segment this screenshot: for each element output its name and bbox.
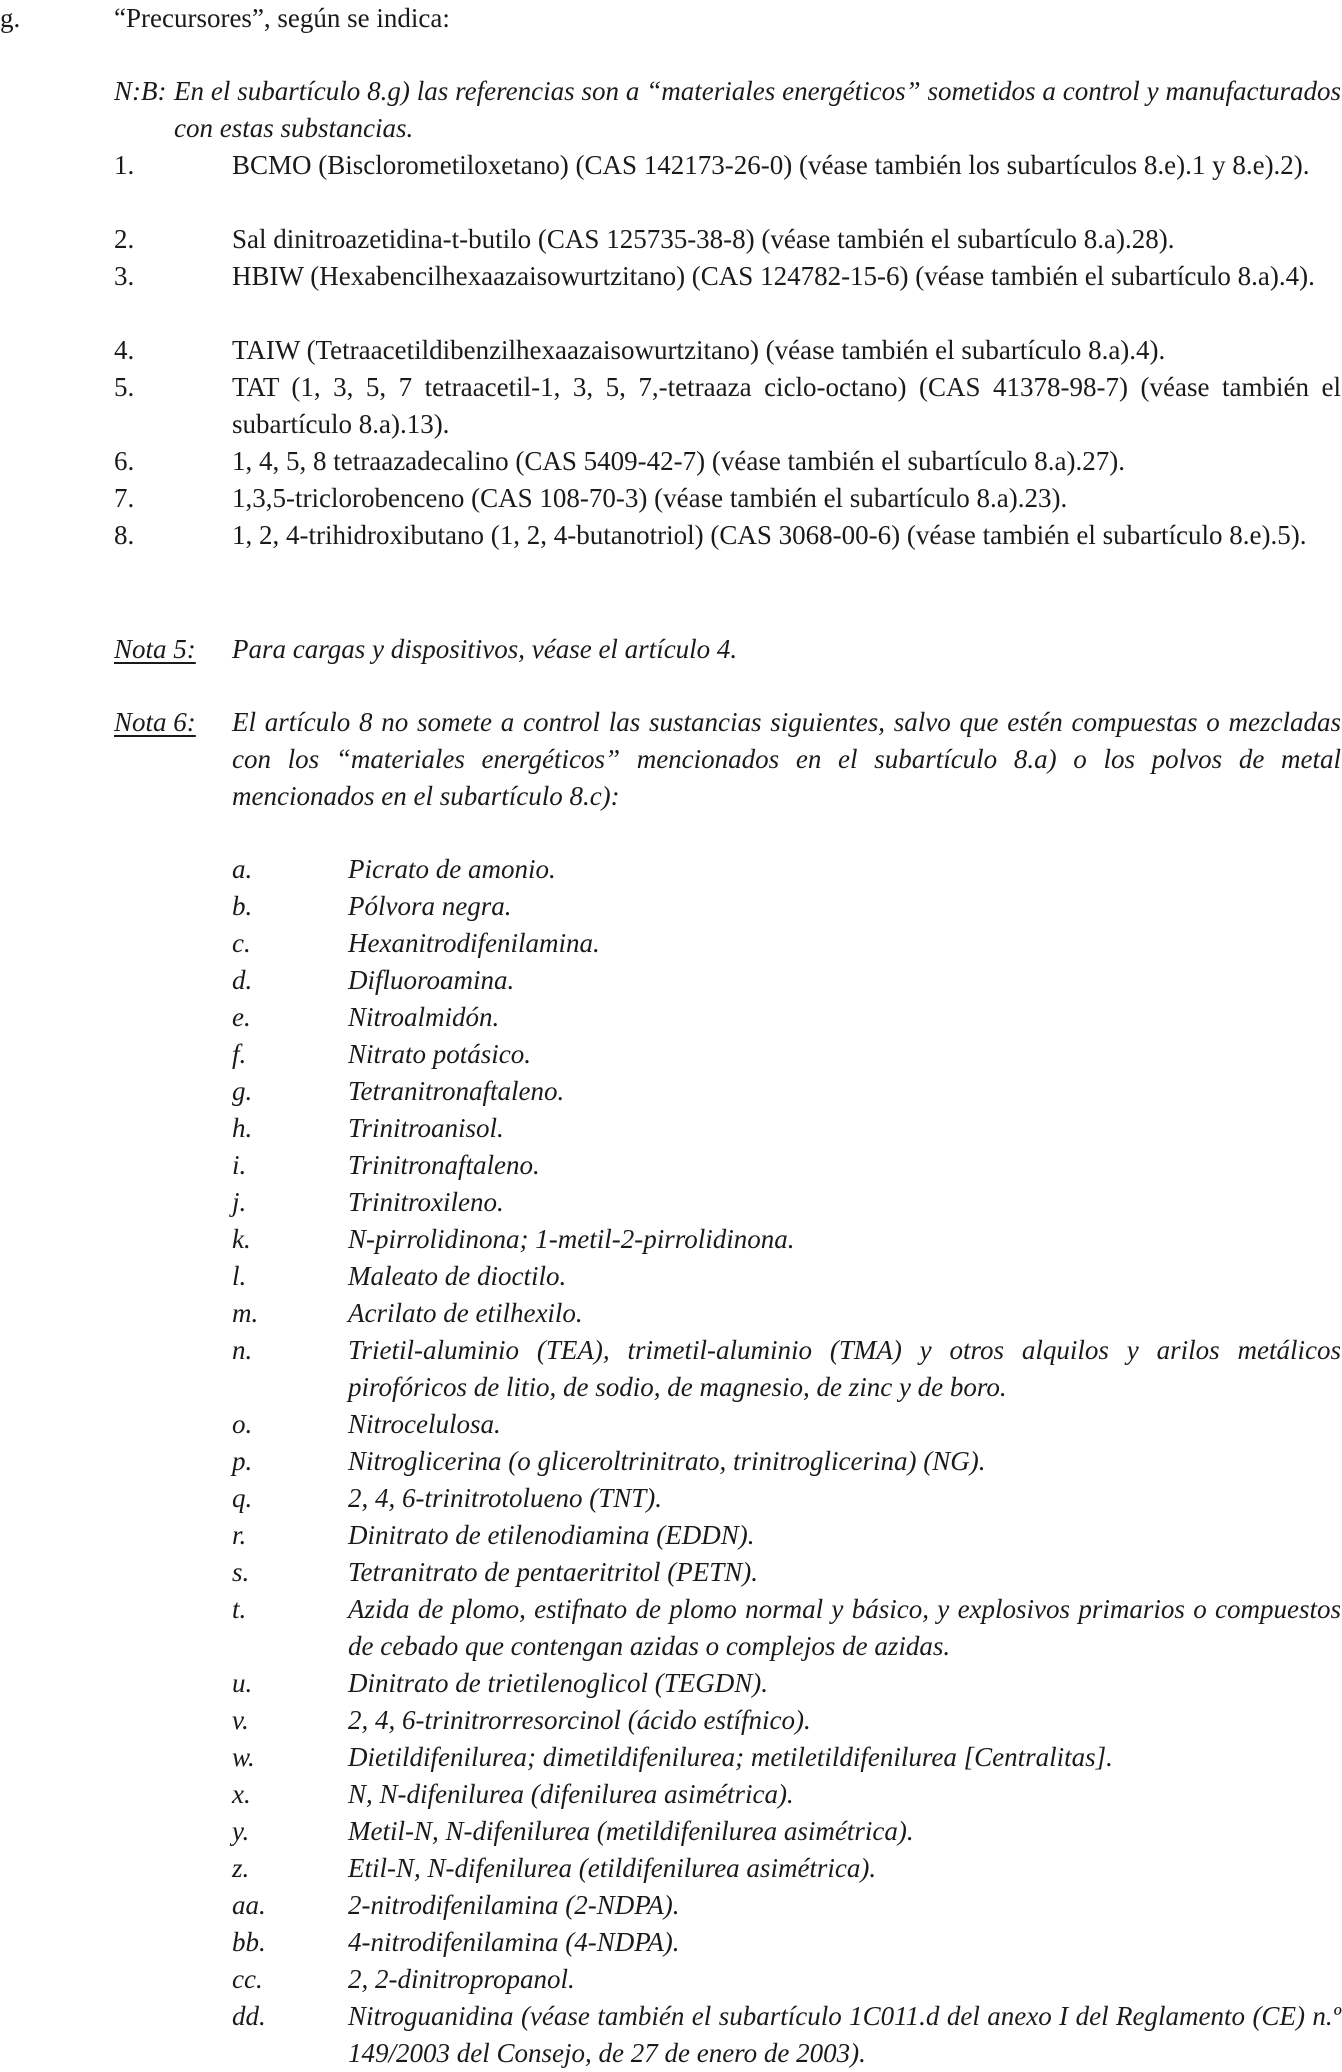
exclusion-letter: o. <box>232 1409 253 1439</box>
exclusion-text: Tetranitronaftaleno. <box>348 1076 565 1106</box>
exclusion-letter: bb. <box>232 1927 266 1957</box>
precursor-item <box>0 221 1342 258</box>
precursor-text: TAT (1, 3, 5, 7 tetraacetil-1, 3, 5, 7,-tetraaza ciclo-octano) (CAS 41378-98-7) (véase también el subartículo 8.a).13). <box>232 372 1341 439</box>
exclusion-text: Pólvora negra. <box>348 891 512 921</box>
exclusion-text: Maleato de dioctilo. <box>348 1261 567 1291</box>
exclusion-text: 2, 2-dinitropropanol. <box>348 1964 575 1994</box>
nota-5 <box>0 631 1342 668</box>
exclusion-letter: m. <box>232 1298 259 1328</box>
precursor-item <box>0 258 1342 332</box>
exclusion-item <box>0 1887 1342 1924</box>
nota-5-label: Nota 5: <box>114 634 196 664</box>
exclusion-item <box>0 1961 1342 1998</box>
nota-5-text: Para cargas y dispositivos, véase el artículo 4. <box>232 634 738 664</box>
section-heading <box>0 0 1342 37</box>
exclusion-text: Trinitroanisol. <box>348 1113 504 1143</box>
exclusion-letter: dd. <box>232 2001 266 2031</box>
exclusion-item <box>0 1036 1342 1073</box>
nb-label: N:B: <box>114 76 167 106</box>
precursor-number: 5. <box>114 372 135 402</box>
exclusion-item <box>0 999 1342 1036</box>
precursor-text: TAIW (Tetraacetildibenzilhexaazaisowurtzitano) (véase también el subartículo 8.a).4). <box>232 335 1166 365</box>
exclusion-text: 4-nitrodifenilamina (4-NDPA). <box>348 1927 680 1957</box>
exclusion-text: Azida de plomo, estifnato de plomo normal y básico, y explosivos primarios o compuestos de cebado que contengan azidas o complejos de azidas. <box>348 1594 1341 1661</box>
exclusion-item <box>0 1924 1342 1961</box>
exclusion-letter: x. <box>232 1779 251 1809</box>
exclusion-item <box>0 1591 1342 1665</box>
exclusion-letter: i. <box>232 1150 247 1180</box>
nb-note <box>0 73 1342 147</box>
exclusion-letter: g. <box>232 1076 253 1106</box>
exclusion-item <box>0 1702 1342 1739</box>
exclusion-letter: y. <box>232 1816 250 1846</box>
exclusion-text: Nitrato potásico. <box>348 1039 532 1069</box>
precursor-number: 3. <box>114 261 135 291</box>
exclusion-text: N-pirrolidinona; 1-metil-2-pirrolidinona. <box>348 1224 795 1254</box>
nota-6 <box>0 704 1342 815</box>
exclusion-item <box>0 1443 1342 1480</box>
exclusion-item <box>0 1147 1342 1184</box>
exclusion-item <box>0 888 1342 925</box>
exclusion-letter: f. <box>232 1039 247 1069</box>
exclusion-text: Trinitronaftaleno. <box>348 1150 540 1180</box>
exclusion-letter: c. <box>232 928 251 958</box>
exclusion-text: Dinitrato de etilenodiamina (EDDN). <box>348 1520 755 1550</box>
exclusion-text: Nitroglicerina (o gliceroltrinitrato, trinitroglicerina) (NG). <box>348 1446 986 1476</box>
exclusion-letter: q. <box>232 1483 253 1513</box>
precursor-item <box>0 517 1342 591</box>
exclusion-letter: j. <box>232 1187 247 1217</box>
exclusion-item <box>0 1221 1342 1258</box>
exclusion-item <box>0 1813 1342 1850</box>
exclusion-text: Nitrocelulosa. <box>348 1409 501 1439</box>
exclusion-letter: d. <box>232 965 253 995</box>
exclusion-item <box>0 1776 1342 1813</box>
exclusion-letter: t. <box>232 1594 247 1624</box>
exclusion-letter: aa. <box>232 1890 266 1920</box>
exclusion-item <box>0 1295 1342 1332</box>
exclusion-text: 2, 4, 6-trinitrotolueno (TNT). <box>348 1483 663 1513</box>
exclusion-text: Etil-N, N-difenilurea (etildifenilurea asimétrica). <box>348 1853 877 1883</box>
precursor-item <box>0 147 1342 221</box>
exclusion-text: Trinitroxileno. <box>348 1187 504 1217</box>
section-marker: g. <box>0 3 21 33</box>
exclusion-item <box>0 1517 1342 1554</box>
exclusion-letter: b. <box>232 891 253 921</box>
exclusion-letter: n. <box>232 1335 253 1365</box>
exclusion-text: Trietil-aluminio (TEA), trimetil-aluminio (TMA) y otros alquilos y arilos metálicos pirofóricos de litio, de sodio, de magnesio, de zinc y de boro. <box>348 1335 1341 1402</box>
exclusion-text: 2, 4, 6-trinitrorresorcinol (ácido estífnico). <box>348 1705 811 1735</box>
precursor-text: HBIW (Hexabencilhexaazaisowurtzitano) (CAS 124782-15-6) (véase también el subartículo 8.a).4). <box>232 261 1315 291</box>
exclusion-item <box>0 1406 1342 1443</box>
exclusion-text: Tetranitrato de pentaeritritol (PETN). <box>348 1557 759 1587</box>
exclusion-item <box>0 962 1342 999</box>
exclusion-item <box>0 1258 1342 1295</box>
precursor-number: 4. <box>114 335 135 365</box>
exclusion-text: Difluoroamina. <box>348 965 515 995</box>
precursor-number: 6. <box>114 446 135 476</box>
nb-text-content: En el subartículo 8.g) las referencias son a “materiales energéticos” sometidos a control y manufacturados con estas substancias. <box>174 76 1341 143</box>
precursor-number: 7. <box>114 483 135 513</box>
exclusion-letter: s. <box>232 1557 250 1587</box>
exclusion-text: Acrilato de etilhexilo. <box>348 1298 583 1328</box>
exclusion-letter: w. <box>232 1742 255 1772</box>
nota-6-text-content: El artículo 8 no somete a control las sustancias siguientes, salvo que estén compuestas o mezcladas con los “materiales energéticos” mencionados en el subartículo 8.a) o los polvos de metal mencionados en el subartículo 8.c): <box>232 707 1341 811</box>
exclusion-letter: a. <box>232 854 253 884</box>
exclusion-text: Nitroalmidón. <box>348 1002 500 1032</box>
exclusion-item <box>0 1480 1342 1517</box>
exclusion-letter: u. <box>232 1668 253 1698</box>
exclusion-letter: v. <box>232 1705 249 1735</box>
exclusion-letter: l. <box>232 1261 247 1291</box>
exclusion-item <box>0 1998 1342 2072</box>
exclusion-item <box>0 1850 1342 1887</box>
exclusion-letter: h. <box>232 1113 253 1143</box>
exclusion-letter: e. <box>232 1002 251 1032</box>
exclusion-letter: cc. <box>232 1964 263 1994</box>
precursor-text: 1, 4, 5, 8 tetraazadecalino (CAS 5409-42-7) (véase también el subartículo 8.a).27). <box>232 446 1125 476</box>
exclusion-item <box>0 1739 1342 1776</box>
exclusion-letter: r. <box>232 1520 247 1550</box>
precursor-text: BCMO (Bisclorometiloxetano) (CAS 142173-26-0) (véase también los subartículos 8.e).1 y 8.e).2). <box>232 150 1310 180</box>
exclusion-text: Dinitrato de trietilenoglicol (TEGDN). <box>348 1668 768 1698</box>
exclusion-item <box>0 925 1342 962</box>
exclusion-item <box>0 1332 1342 1406</box>
section-title: “Precursores”, según se indica: <box>114 3 450 33</box>
nota-6-text <box>232 704 1341 815</box>
precursor-text: 1, 2, 4-trihidroxibutano (1, 2, 4-butanotriol) (CAS 3068-00-6) (véase también el subartículo 8.e).5). <box>232 520 1307 550</box>
nb-text <box>174 73 1341 147</box>
exclusion-item <box>0 1665 1342 1702</box>
exclusion-letter: z. <box>232 1853 250 1883</box>
precursor-item <box>0 443 1342 480</box>
exclusion-text: Picrato de amonio. <box>348 854 556 884</box>
precursor-number: 2. <box>114 224 135 254</box>
precursor-number: 8. <box>114 520 135 550</box>
exclusion-letter: p. <box>232 1446 253 1476</box>
exclusion-text: N, N-difenilurea (difenilurea asimétrica). <box>348 1779 794 1809</box>
exclusion-text: 2-nitrodifenilamina (2-NDPA). <box>348 1890 680 1920</box>
exclusion-text: Metil-N, N-difenilurea (metildifenilurea asimétrica). <box>348 1816 914 1846</box>
exclusion-text: Nitroguanidina (véase también el subartículo 1C011.d del anexo I del Reglamento (CE) n.º 149/2003 del Consejo, de 27 de enero de 2003). <box>348 2001 1341 2068</box>
precursor-item <box>0 369 1342 443</box>
exclusion-text: Hexanitrodifenilamina. <box>348 928 600 958</box>
exclusion-item <box>0 1110 1342 1147</box>
exclusion-text: Dietildifenilurea; dimetildifenilurea; metiletildifenilurea [Centralitas]. <box>348 1742 1113 1772</box>
exclusion-item <box>0 1554 1342 1591</box>
precursor-item <box>0 332 1342 369</box>
exclusion-item <box>0 1073 1342 1110</box>
precursor-number: 1. <box>114 150 135 180</box>
exclusion-item <box>0 1184 1342 1221</box>
exclusion-item <box>0 851 1342 888</box>
precursor-text: Sal dinitroazetidina-t-butilo (CAS 125735-38-8) (véase también el subartículo 8.a).28). <box>232 224 1175 254</box>
exclusion-letter: k. <box>232 1224 251 1254</box>
precursor-text: 1,3,5-triclorobenceno (CAS 108-70-3) (véase también el subartículo 8.a).23). <box>232 483 1068 513</box>
precursor-item <box>0 480 1342 517</box>
nota-6-label: Nota 6: <box>114 707 196 737</box>
